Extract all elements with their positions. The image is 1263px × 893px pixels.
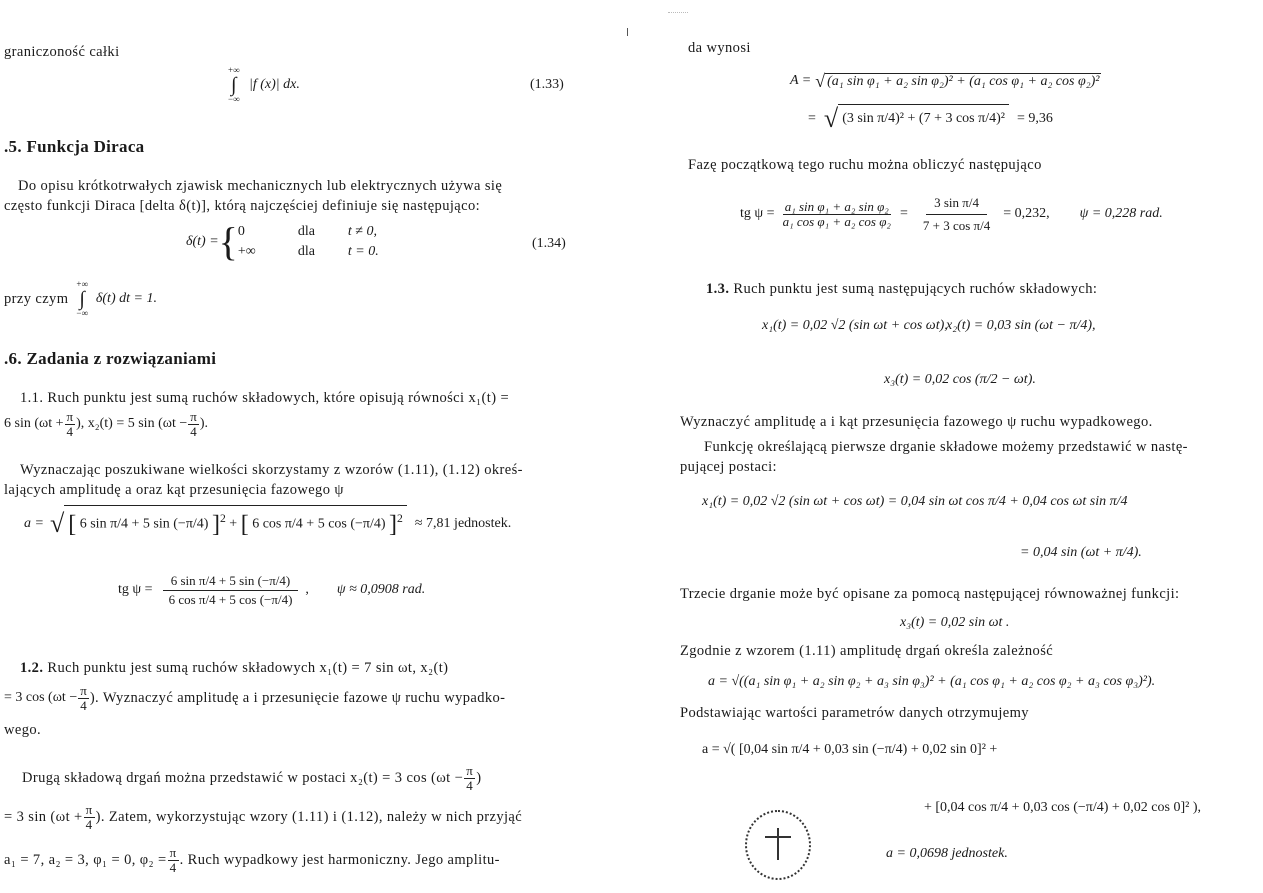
paragraph-line: Podstawiając wartości parametrów danych otrzymujemy	[680, 705, 1029, 721]
paragraph-line: lających amplitudę a oraz kąt przesunięcia fazowego ψ	[4, 482, 344, 498]
problem-1-2: 1.2. Ruch punktu jest sumą ruchów składowych x₁(t) = 7 sin ωt, x₂(t)	[20, 660, 449, 676]
equation-x3: x₃(t) = 0,02 cos (π/2 − ωt).	[884, 372, 1036, 387]
section-heading-1-5: .5. Funkcja Diraca	[4, 137, 145, 156]
equation-x3-equivalent: x₃(t) = 0,02 sin ωt .	[900, 615, 1010, 630]
problem-1-2-line: = 3 cos (ωt − $\frac{\pi}{4}$ ). Wyznaczyć amplitudę a i przesunięcie fazowe ψ ruchu wypadko-	[4, 683, 506, 713]
intro-line: graniczoność całki	[4, 44, 120, 60]
paragraph-line: Trzecie drganie może być opisane za pomocą następującej równoważnej funkcji:	[680, 586, 1180, 602]
equation-amplitude-3-result: a = 0,0698 jednostek.	[886, 846, 1008, 861]
problem-1-1-formula: 6 sin (ωt + $\frac{\pi}{4}$ ), x₂(t) = 5 sin (ωt − $\frac{\pi}{4}$ ).	[4, 409, 208, 439]
paragraph-line: często funkcji Diraca [delta δ(t)], którą najczęściej definiuje się następująco:	[4, 198, 481, 214]
paragraph-line: wego.	[4, 722, 42, 738]
paragraph-line: Zgodnie z wzorem (1.11) amplitudę drgań określa zależność	[680, 643, 1054, 659]
equation-amplitude-1-1: a = √ [ 6 sin π/4 + 5 sin (−π/4) ]$^2$ + [ 6 cos π/4 + 5 cos (−π/4) ]$^2$ ≈ 7,81 jednostek.	[24, 505, 511, 542]
right-page	[640, 0, 1263, 893]
equation-number: (1.33)	[530, 77, 564, 92]
paragraph-line: Funkcję określającą pierwsze drganie składowe możemy przedstawić w nastę-	[704, 439, 1188, 455]
equation-1-33: +∞ ∫ −∞ |f (x)| dx.	[228, 65, 300, 104]
left-brace: {	[218, 219, 238, 264]
intro-line: da wynosi	[688, 40, 751, 56]
equation-x2: x₂(t) = 0,03 sin (ωt − π/4),	[946, 318, 1096, 333]
problem-1-3: 1.3. Ruch punktu jest sumą następujących ruchów składowych:	[706, 281, 1098, 297]
paragraph-line: Do opisu krótkotrwałych zjawisk mechanicznych lub elektrycznych używa się	[18, 178, 503, 194]
dirac-normalization: przy czym +∞ ∫ −∞ δ(t) dt = 1.	[4, 279, 157, 318]
integral-sign: +∞ ∫ −∞	[76, 279, 88, 318]
section-heading-1-6: .6. Zadania z rozwiązaniami	[4, 349, 217, 368]
solution-1-2-line-2: = 3 sin (ωt + $\frac{\pi}{4}$ ). Zatem, wykorzystując wzory (1.11) i (1.12), należy w nich przyjąć	[4, 802, 523, 832]
integral-sign: +∞ ∫ −∞	[228, 65, 240, 104]
equation-number: (1.34)	[532, 236, 566, 251]
equation-phase-1-1: tg ψ = $\frac{\text{6 sin π/4 + 5 sin (−π/4)}}{\text{6 cos π/4 + 5 cos (−π/4)}}$ , ψ ≈ 0,0908 rad.	[118, 573, 426, 607]
equation-amplitude-3-line-1: a = √( [0,04 sin π/4 + 0,03 sin (−π/4) + 0,02 sin 0]² +	[702, 742, 998, 757]
equation-amplitude-subst: = √ (3 sin π/4)² + (7 + 3 cos π/4)² = 9,36	[808, 103, 1053, 133]
paragraph-line: Wyznaczając poszukiwane wielkości skorzystamy z wzorów (1.11), (1.12) okreś-	[20, 462, 523, 478]
problem-1-3-task: Wyznaczyć amplitudę a i kąt przesunięcia fazowego ψ ruchu wypadkowego.	[680, 414, 1153, 430]
scan-artifact-mark	[627, 28, 628, 36]
equation-1-34: δ(t) = { 0 dla t ≠ 0, +∞ dla t = 0.	[186, 219, 379, 264]
equation-amplitude-3-line-2: + [0,04 cos π/4 + 0,03 cos (−π/4) + 0,02 cos 0]² ),	[924, 800, 1201, 815]
paragraph-line: Fazę początkową tego ruchu można obliczyć następująco	[688, 157, 1042, 173]
paragraph-line: pującej postaci:	[680, 459, 777, 475]
equation-x1-expanded: x₁(t) = 0,02 √2 (sin ωt + cos ωt) = 0,04 sin ωt cos π/4 + 0,04 cos ωt sin π/4	[702, 494, 1128, 509]
equation-amplitude-general: A = √ (a₁ sin φ₁ + a₂ sin φ₂)² + (a₁ cos φ₁ + a₂ cos φ₂)²	[790, 71, 1100, 91]
solution-1-2-line-3: a₁ = 7, a₂ = 3, φ₁ = 0, φ₂ = $\frac{\pi}{4}$ . Ruch wypadkowy jest harmoniczny. Jego amplitu-	[4, 845, 500, 875]
library-stamp	[745, 810, 811, 880]
equation-x1: x₁(t) = 0,02 √2 (sin ωt + cos ωt),	[762, 318, 948, 333]
left-page	[0, 0, 620, 893]
equation-phase-1-2: tg ψ = $\frac{\text{a₁ sin φ₁ + a₂ sin φ₂}}{\text{a₁ cos φ₁ + a₂ cos φ₂}}$ = $\frac{\text{3 sin π/4}}{\text{7 + 3 cos π/4}}$ = 0,232, ψ = 0,228 rad.	[740, 192, 1163, 236]
problem-1-1: 1.1. Ruch punktu jest sumą ruchów składowych, które opisują równości x₁(t) =	[20, 390, 510, 406]
equation-amplitude-3-general: a = √((a₁ sin φ₁ + a₂ sin φ₂ + a₃ sin φ₃)² + (a₁ cos φ₁ + a₂ cos φ₂ + a₃ cos φ₃)²).	[708, 674, 1156, 689]
solution-1-2-line-1: Drugą składową drgań można przedstawić w postaci x₂(t) = 3 cos (ωt − $\frac{\pi}{4}$ )	[22, 763, 482, 793]
equation-x1-result: = 0,04 sin (ωt + π/4).	[1020, 545, 1142, 560]
